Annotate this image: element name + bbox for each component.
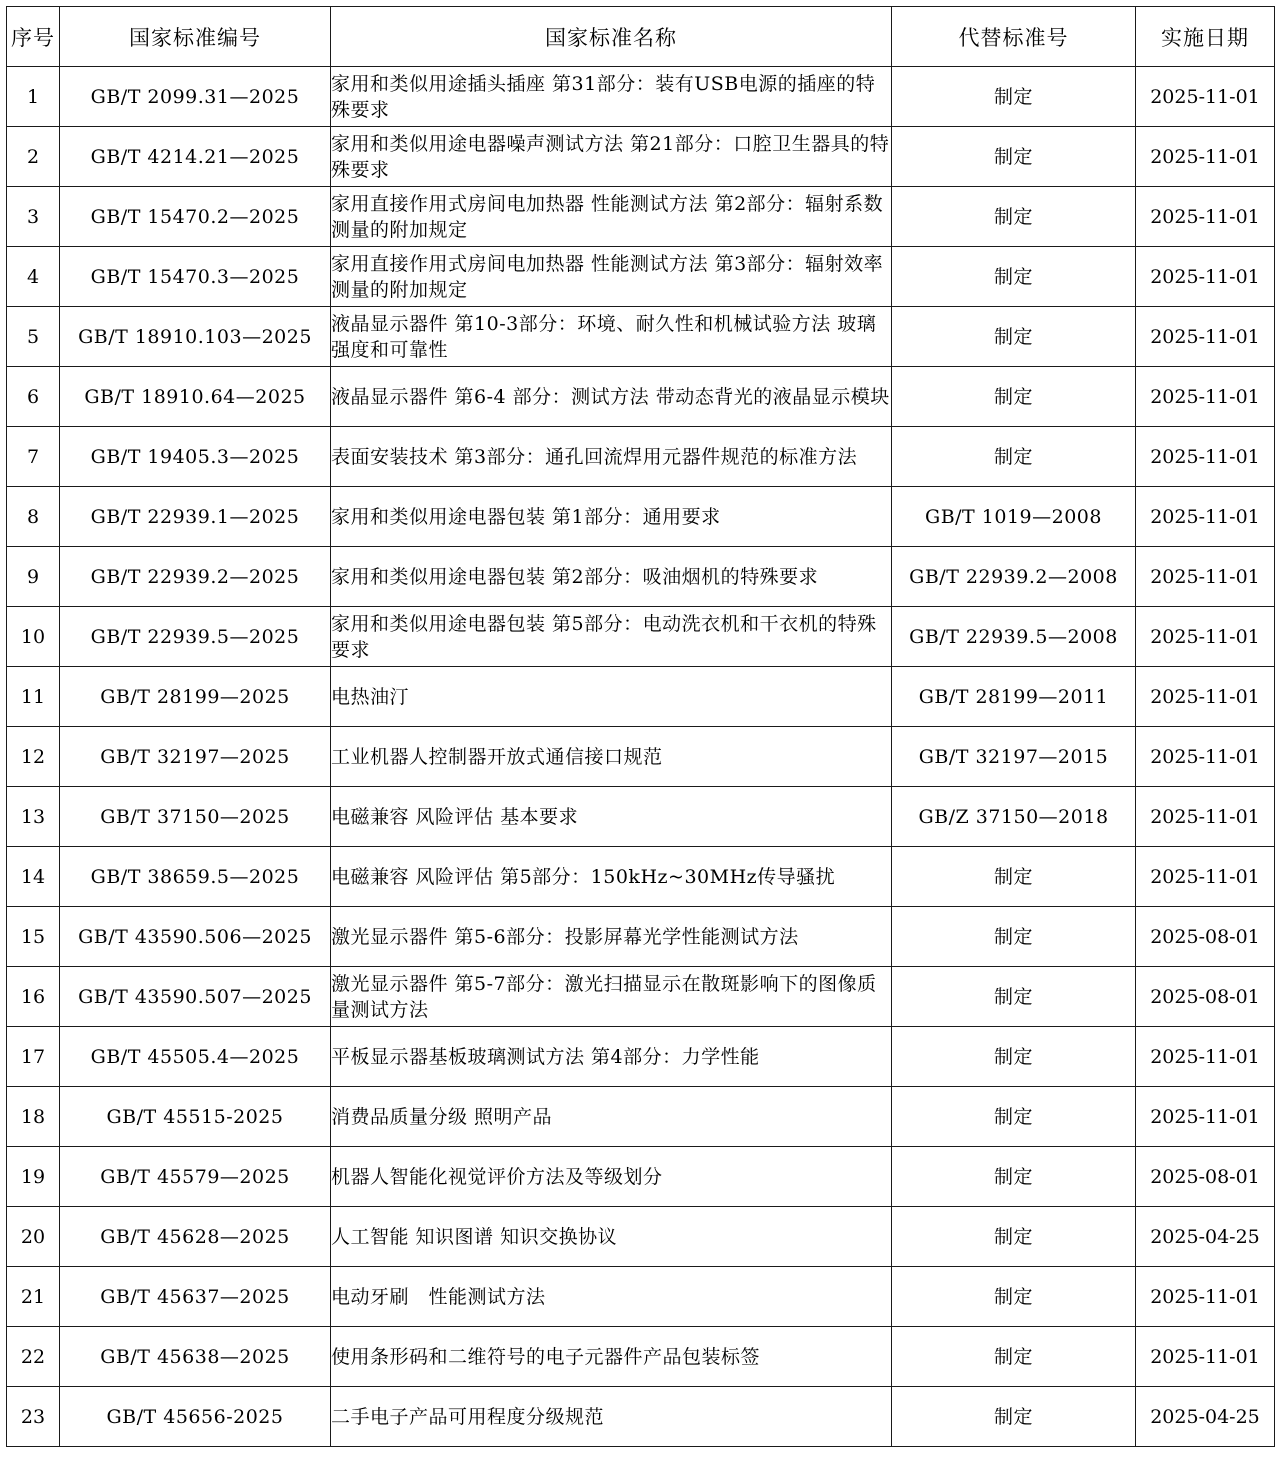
standard-code-cell: GB/T 28199—2025 bbox=[60, 667, 331, 727]
table-row bbox=[7, 307, 1275, 367]
replaced-standard-cell: 制定 bbox=[892, 67, 1136, 127]
standard-name-cell: 电磁兼容 风险评估 基本要求 bbox=[331, 787, 892, 847]
standard-name-cell: 电动牙刷 性能测试方法 bbox=[331, 1267, 892, 1327]
implementation-date-cell: 2025-11-01 bbox=[1136, 427, 1275, 487]
serial-number-cell: 15 bbox=[7, 907, 60, 967]
standard-code-cell: GB/T 45656-2025 bbox=[60, 1387, 331, 1447]
serial-number-cell: 9 bbox=[7, 547, 60, 607]
standard-name-cell: 机器人智能化视觉评价方法及等级划分 bbox=[331, 1147, 892, 1207]
table-row bbox=[7, 67, 1275, 127]
serial-number-cell: 8 bbox=[7, 487, 60, 547]
standard-name-cell: 家用和类似用途电器包装 第1部分：通用要求 bbox=[331, 487, 892, 547]
replaced-standard-cell: 制定 bbox=[892, 1147, 1136, 1207]
table-row bbox=[7, 1027, 1275, 1087]
standard-name-cell: 液晶显示器件 第10-3部分：环境、耐久性和机械试验方法 玻璃强度和可靠性 bbox=[331, 307, 892, 367]
standard-code-cell: GB/T 45515-2025 bbox=[60, 1087, 331, 1147]
replaced-standard-cell: GB/T 1019—2008 bbox=[892, 487, 1136, 547]
replaced-standard-cell: 制定 bbox=[892, 187, 1136, 247]
table-row bbox=[7, 967, 1275, 1027]
header-standard-name: 国家标准名称 bbox=[331, 7, 892, 67]
serial-number-cell: 23 bbox=[7, 1387, 60, 1447]
standard-code-cell: GB/T 15470.2—2025 bbox=[60, 187, 331, 247]
table-row bbox=[7, 367, 1275, 427]
serial-number-cell: 6 bbox=[7, 367, 60, 427]
implementation-date-cell: 2025-11-01 bbox=[1136, 367, 1275, 427]
table-row bbox=[7, 547, 1275, 607]
standard-name-cell: 液晶显示器件 第6-4 部分：测试方法 带动态背光的液晶显示模块 bbox=[331, 367, 892, 427]
table-row bbox=[7, 907, 1275, 967]
table-row bbox=[7, 1207, 1275, 1267]
table-row bbox=[7, 187, 1275, 247]
implementation-date-cell: 2025-08-01 bbox=[1136, 967, 1275, 1027]
serial-number-cell: 14 bbox=[7, 847, 60, 907]
replaced-standard-cell: GB/T 22939.2—2008 bbox=[892, 547, 1136, 607]
implementation-date-cell: 2025-11-01 bbox=[1136, 1087, 1275, 1147]
standard-code-cell: GB/T 19405.3—2025 bbox=[60, 427, 331, 487]
standard-code-cell: GB/T 18910.64—2025 bbox=[60, 367, 331, 427]
implementation-date-cell: 2025-04-25 bbox=[1136, 1207, 1275, 1267]
standard-name-cell: 家用和类似用途电器包装 第5部分：电动洗衣机和干衣机的特殊要求 bbox=[331, 607, 892, 667]
replaced-standard-cell: 制定 bbox=[892, 847, 1136, 907]
table-row bbox=[7, 847, 1275, 907]
standard-name-cell: 表面安装技术 第3部分：通孔回流焊用元器件规范的标准方法 bbox=[331, 427, 892, 487]
replaced-standard-cell: 制定 bbox=[892, 127, 1136, 187]
implementation-date-cell: 2025-11-01 bbox=[1136, 127, 1275, 187]
standard-code-cell: GB/T 37150—2025 bbox=[60, 787, 331, 847]
standard-name-cell: 家用和类似用途电器包装 第2部分：吸油烟机的特殊要求 bbox=[331, 547, 892, 607]
serial-number-cell: 7 bbox=[7, 427, 60, 487]
implementation-date-cell: 2025-11-01 bbox=[1136, 847, 1275, 907]
standard-code-cell: GB/T 43590.506—2025 bbox=[60, 907, 331, 967]
standard-code-cell: GB/T 22939.5—2025 bbox=[60, 607, 331, 667]
standard-code-cell: GB/T 15470.3—2025 bbox=[60, 247, 331, 307]
serial-number-cell: 11 bbox=[7, 667, 60, 727]
implementation-date-cell: 2025-11-01 bbox=[1136, 1327, 1275, 1387]
header-replaced-standard: 代替标准号 bbox=[892, 7, 1136, 67]
table-row bbox=[7, 247, 1275, 307]
standard-name-cell: 二手电子产品可用程度分级规范 bbox=[331, 1387, 892, 1447]
implementation-date-cell: 2025-11-01 bbox=[1136, 727, 1275, 787]
standard-code-cell: GB/T 18910.103—2025 bbox=[60, 307, 331, 367]
implementation-date-cell: 2025-08-01 bbox=[1136, 907, 1275, 967]
implementation-date-cell: 2025-11-01 bbox=[1136, 787, 1275, 847]
table-row bbox=[7, 1267, 1275, 1327]
standard-code-cell: GB/T 45505.4—2025 bbox=[60, 1027, 331, 1087]
replaced-standard-cell: 制定 bbox=[892, 1207, 1136, 1267]
implementation-date-cell: 2025-11-01 bbox=[1136, 1267, 1275, 1327]
header-implementation-date: 实施日期 bbox=[1136, 7, 1275, 67]
serial-number-cell: 12 bbox=[7, 727, 60, 787]
standard-name-cell: 激光显示器件 第5-6部分：投影屏幕光学性能测试方法 bbox=[331, 907, 892, 967]
replaced-standard-cell: 制定 bbox=[892, 427, 1136, 487]
standard-name-cell: 电热油汀 bbox=[331, 667, 892, 727]
replaced-standard-cell: 制定 bbox=[892, 1087, 1136, 1147]
standard-code-cell: GB/T 4214.21—2025 bbox=[60, 127, 331, 187]
standard-code-cell: GB/T 45628—2025 bbox=[60, 1207, 331, 1267]
standard-name-cell: 家用和类似用途电器噪声测试方法 第21部分：口腔卫生器具的特殊要求 bbox=[331, 127, 892, 187]
standard-name-cell: 电磁兼容 风险评估 第5部分：150kHz~30MHz传导骚扰 bbox=[331, 847, 892, 907]
replaced-standard-cell: GB/T 28199—2011 bbox=[892, 667, 1136, 727]
table-row bbox=[7, 1387, 1275, 1447]
replaced-standard-cell: GB/T 32197—2015 bbox=[892, 727, 1136, 787]
serial-number-cell: 1 bbox=[7, 67, 60, 127]
serial-number-cell: 18 bbox=[7, 1087, 60, 1147]
replaced-standard-cell: 制定 bbox=[892, 1027, 1136, 1087]
serial-number-cell: 16 bbox=[7, 967, 60, 1027]
header-serial-number: 序号 bbox=[7, 7, 60, 67]
replaced-standard-cell: 制定 bbox=[892, 247, 1136, 307]
table-row bbox=[7, 1327, 1275, 1387]
standard-code-cell: GB/T 43590.507—2025 bbox=[60, 967, 331, 1027]
standard-name-cell: 人工智能 知识图谱 知识交换协议 bbox=[331, 1207, 892, 1267]
standard-code-cell: GB/T 2099.31—2025 bbox=[60, 67, 331, 127]
replaced-standard-cell: 制定 bbox=[892, 1387, 1136, 1447]
table-row bbox=[7, 427, 1275, 487]
standard-name-cell: 家用直接作用式房间电加热器 性能测试方法 第2部分：辐射系数测量的附加规定 bbox=[331, 187, 892, 247]
table-row bbox=[7, 667, 1275, 727]
standard-code-cell: GB/T 38659.5—2025 bbox=[60, 847, 331, 907]
serial-number-cell: 5 bbox=[7, 307, 60, 367]
serial-number-cell: 3 bbox=[7, 187, 60, 247]
serial-number-cell: 17 bbox=[7, 1027, 60, 1087]
standard-name-cell: 消费品质量分级 照明产品 bbox=[331, 1087, 892, 1147]
standard-name-cell: 工业机器人控制器开放式通信接口规范 bbox=[331, 727, 892, 787]
implementation-date-cell: 2025-11-01 bbox=[1136, 607, 1275, 667]
standard-code-cell: GB/T 32197—2025 bbox=[60, 727, 331, 787]
implementation-date-cell: 2025-11-01 bbox=[1136, 1027, 1275, 1087]
implementation-date-cell: 2025-11-01 bbox=[1136, 187, 1275, 247]
replaced-standard-cell: 制定 bbox=[892, 367, 1136, 427]
serial-number-cell: 19 bbox=[7, 1147, 60, 1207]
implementation-date-cell: 2025-08-01 bbox=[1136, 1147, 1275, 1207]
standard-name-cell: 激光显示器件 第5-7部分：激光扫描显示在散斑影响下的图像质量测试方法 bbox=[331, 967, 892, 1027]
serial-number-cell: 2 bbox=[7, 127, 60, 187]
serial-number-cell: 10 bbox=[7, 607, 60, 667]
serial-number-cell: 20 bbox=[7, 1207, 60, 1267]
table-row bbox=[7, 607, 1275, 667]
implementation-date-cell: 2025-11-01 bbox=[1136, 547, 1275, 607]
implementation-date-cell: 2025-11-01 bbox=[1136, 487, 1275, 547]
table-row bbox=[7, 487, 1275, 547]
implementation-date-cell: 2025-11-01 bbox=[1136, 667, 1275, 727]
implementation-date-cell: 2025-11-01 bbox=[1136, 247, 1275, 307]
table-row bbox=[7, 127, 1275, 187]
standard-code-cell: GB/T 22939.2—2025 bbox=[60, 547, 331, 607]
replaced-standard-cell: 制定 bbox=[892, 1327, 1136, 1387]
header-row bbox=[7, 7, 1275, 67]
implementation-date-cell: 2025-04-25 bbox=[1136, 1387, 1275, 1447]
header-standard-code: 国家标准编号 bbox=[60, 7, 331, 67]
implementation-date-cell: 2025-11-01 bbox=[1136, 307, 1275, 367]
table-row bbox=[7, 1087, 1275, 1147]
standard-code-cell: GB/T 22939.1—2025 bbox=[60, 487, 331, 547]
serial-number-cell: 21 bbox=[7, 1267, 60, 1327]
standard-name-cell: 平板显示器基板玻璃测试方法 第4部分：力学性能 bbox=[331, 1027, 892, 1087]
standard-code-cell: GB/T 45638—2025 bbox=[60, 1327, 331, 1387]
replaced-standard-cell: GB/T 22939.5—2008 bbox=[892, 607, 1136, 667]
table-row bbox=[7, 787, 1275, 847]
standard-name-cell: 家用直接作用式房间电加热器 性能测试方法 第3部分：辐射效率测量的附加规定 bbox=[331, 247, 892, 307]
serial-number-cell: 4 bbox=[7, 247, 60, 307]
table-row bbox=[7, 727, 1275, 787]
standard-code-cell: GB/T 45579—2025 bbox=[60, 1147, 331, 1207]
replaced-standard-cell: 制定 bbox=[892, 967, 1136, 1027]
table-row bbox=[7, 1147, 1275, 1207]
replaced-standard-cell: 制定 bbox=[892, 307, 1136, 367]
serial-number-cell: 22 bbox=[7, 1327, 60, 1387]
serial-number-cell: 13 bbox=[7, 787, 60, 847]
standard-code-cell: GB/T 45637—2025 bbox=[60, 1267, 331, 1327]
standard-name-cell: 家用和类似用途插头插座 第31部分：装有USB电源的插座的特殊要求 bbox=[331, 67, 892, 127]
standards-table bbox=[6, 6, 1275, 1447]
replaced-standard-cell: 制定 bbox=[892, 907, 1136, 967]
replaced-standard-cell: 制定 bbox=[892, 1267, 1136, 1327]
standard-name-cell: 使用条形码和二维符号的电子元器件产品包装标签 bbox=[331, 1327, 892, 1387]
replaced-standard-cell: GB/Z 37150—2018 bbox=[892, 787, 1136, 847]
implementation-date-cell: 2025-11-01 bbox=[1136, 67, 1275, 127]
table-body bbox=[7, 67, 1275, 1447]
table-header bbox=[7, 7, 1275, 67]
